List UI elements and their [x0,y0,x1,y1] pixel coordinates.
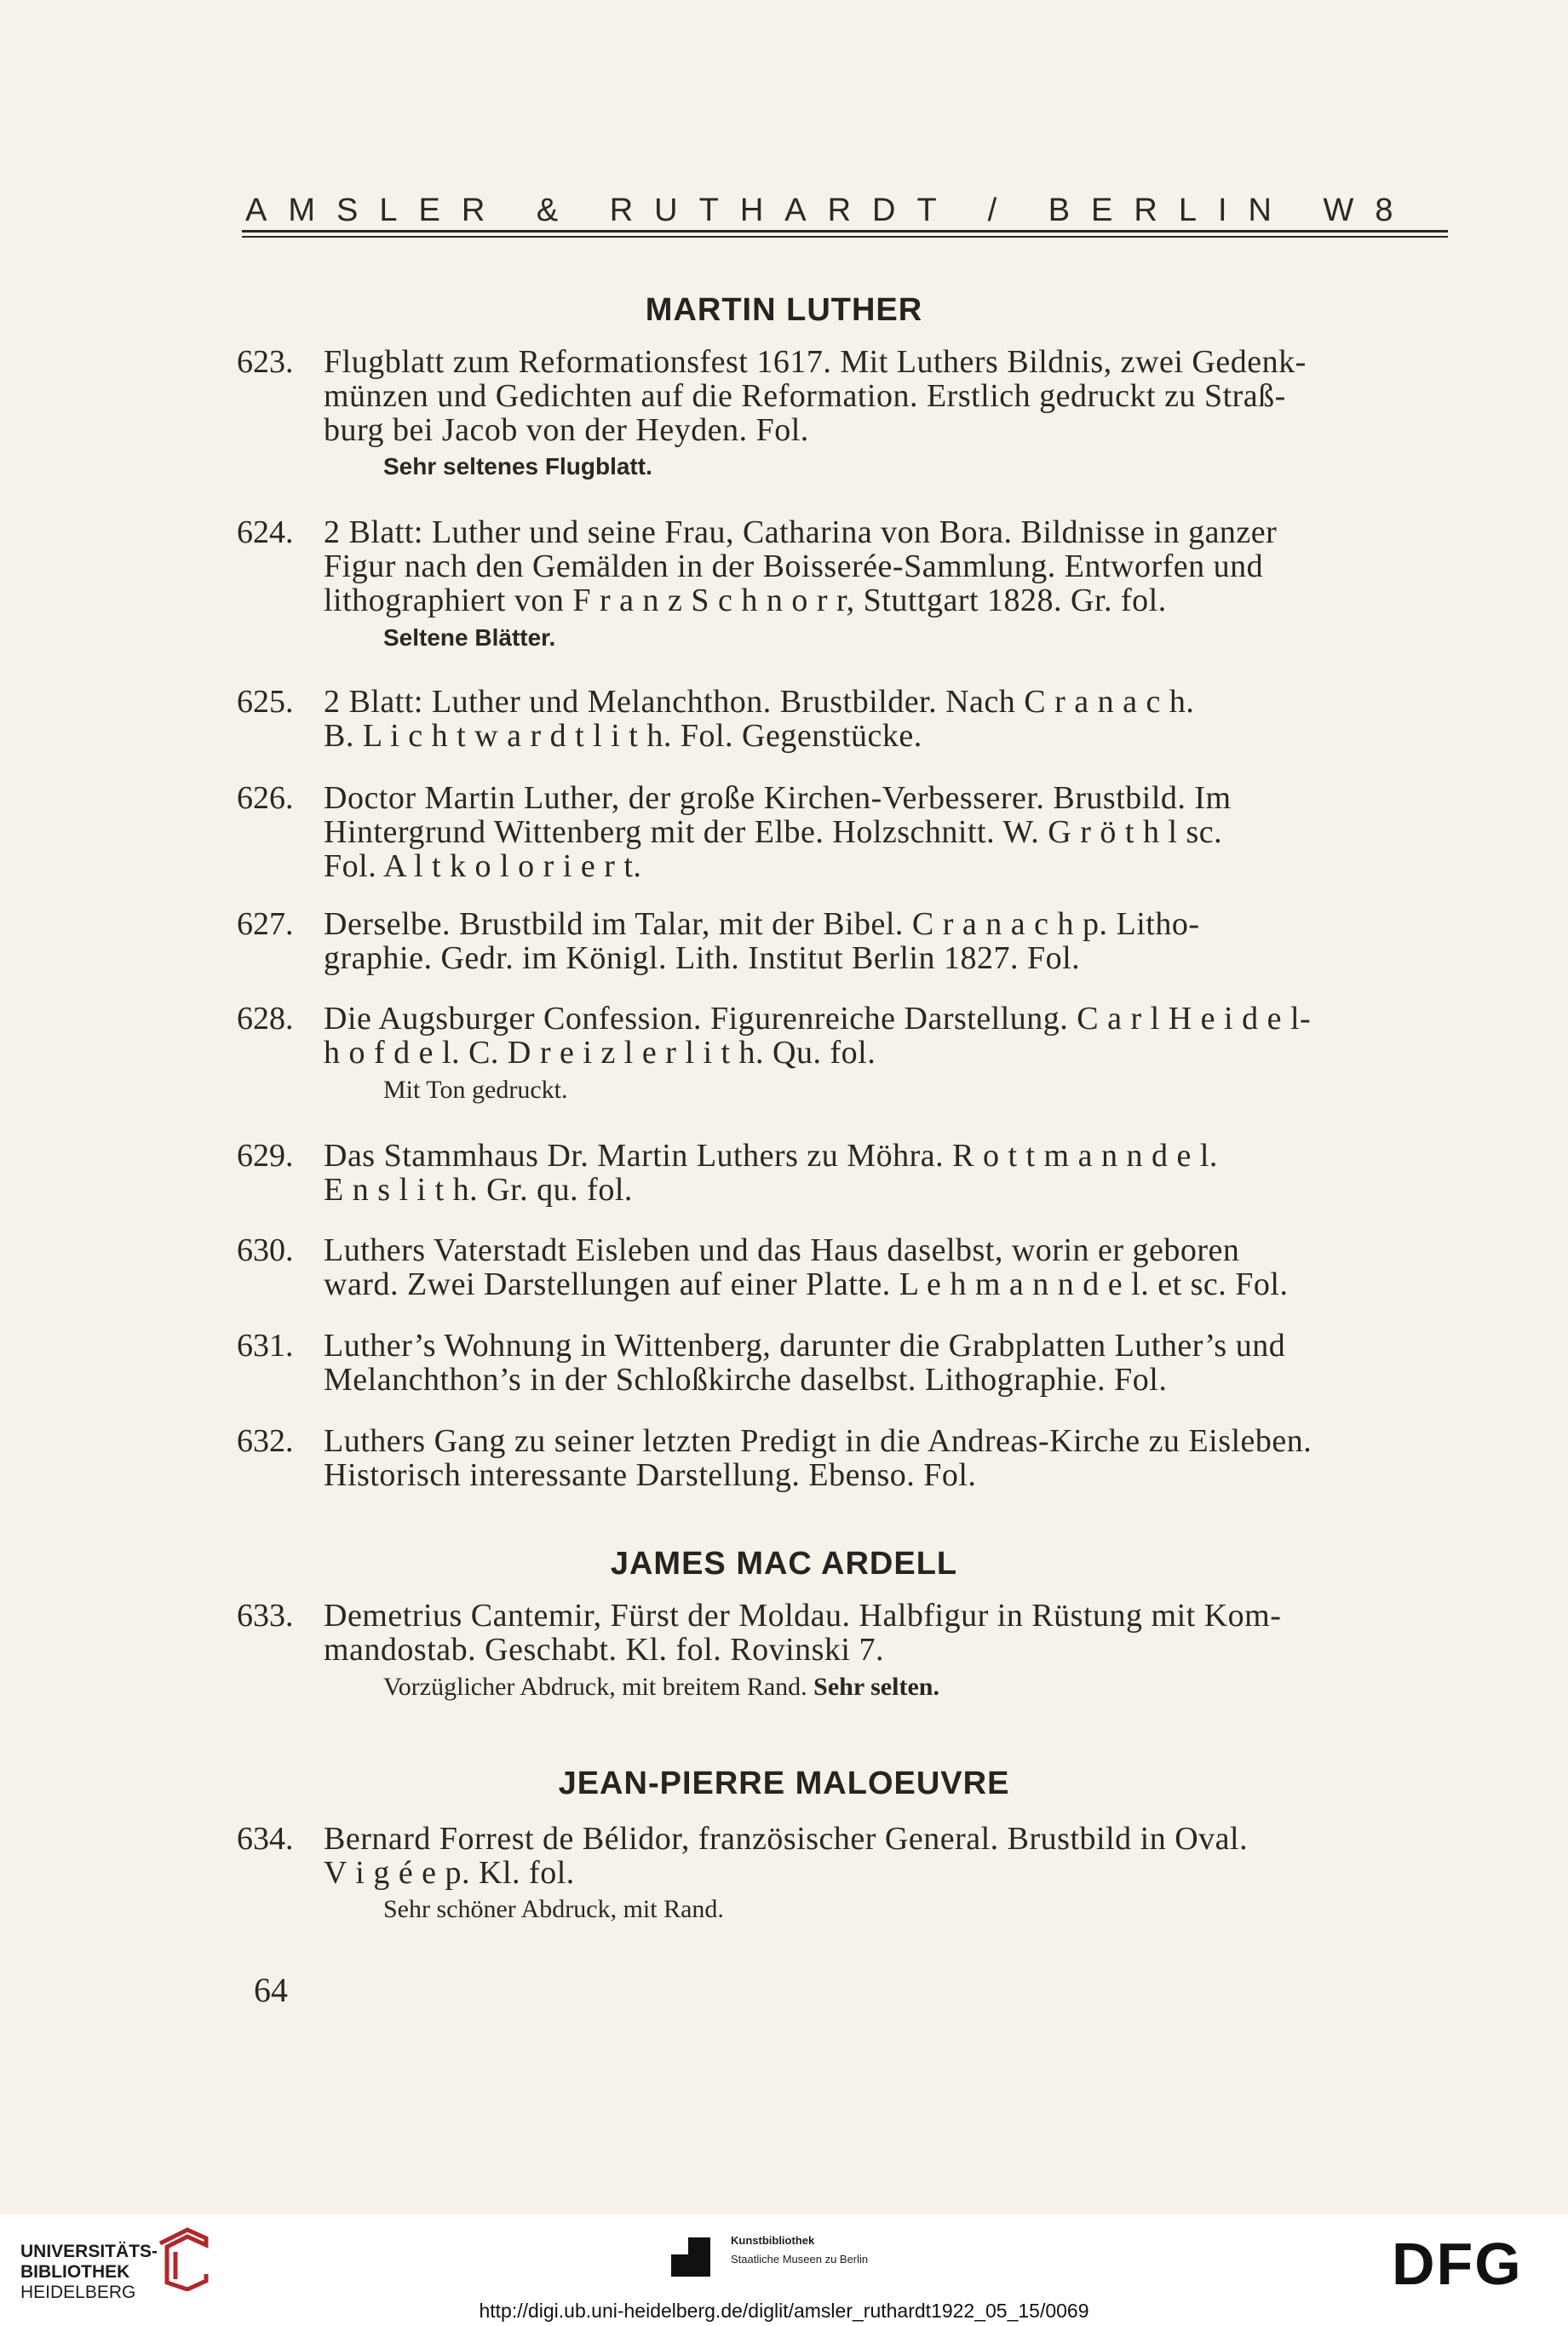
kunstbibliothek-logo-icon [671,2237,710,2277]
entry-note: Seltene Blätter. [383,624,556,651]
ub-line: BIBLIOTHEK [20,2262,130,2282]
entry-line: Bernard Forrest de Bélidor, französischer General. Brustbild in Oval. [324,1821,1249,1857]
entry-text [324,1233,1450,1301]
running-head: AMSLER & RUTHARDT / BERLIN W8 [245,192,1415,228]
permalink[interactable]: http://digi.ub.uni-heidelberg.de/diglit/amsler_ruthardt1922_05_15/0069 [479,2300,1089,2322]
entry-line: h o f d e l. C. D r e i z l e r l i t h. Qu. fol. [324,1035,876,1071]
entry-number: 626. [237,780,294,816]
ub-line: HEIDELBERG [20,2283,136,2302]
entry-text [324,1002,1450,1070]
entry-number: 629. [237,1138,294,1174]
entry-line: Luther’s Wohnung in Wittenberg, darunter die Grabplatten Luther’s und [324,1328,1286,1364]
entry-text [324,1424,1450,1492]
kb-line: Staatliche Museen zu Berlin [731,2253,869,2266]
entry-text [324,1822,1450,1890]
entry-line: Doctor Martin Luther, der große Kirchen-Verbesserer. Brustbild. Im [324,780,1232,816]
entry-text [324,1329,1450,1397]
entry-note-text: Vorzüglicher Abdruck, mit breitem Rand. [383,1673,807,1701]
entry-line: Hintergrund Wittenberg mit der Elbe. Holzschnitt. W. G r ö t h l sc. [324,814,1223,850]
entry-line: Demetrius Cantemir, Fürst der Moldau. Halbfigur in Rüstung mit Kom- [324,1598,1282,1634]
ub-heidelberg-label [20,2242,158,2303]
entry-line: mandostab. Geschabt. Kl. fol. Rovinski 7. [324,1632,884,1668]
entry-line: burg bei Jacob von der Heyden. Fol. [324,412,809,448]
entry-text [324,1599,1450,1667]
entry-line: ward. Zwei Darstellungen auf einer Platte. L e h m a n n d e l. et sc. Fol. [324,1266,1289,1302]
page-number: 64 [254,1971,288,2009]
entry-text [324,907,1450,975]
entry-line: Flugblatt zum Reformationsfest 1617. Mit Luthers Bildnis, zwei Gedenk- [324,344,1307,380]
entry-number: 633. [237,1598,294,1634]
kb-line: Kunstbibliothek [731,2234,815,2247]
section-title: JAMES MAC ARDELL [610,1546,958,1582]
header-rule [242,230,1448,233]
entry-line: Luthers Gang zu seiner letzten Predigt in die Andreas-Kirche zu Eisleben. [324,1423,1312,1459]
entry-line: lithographiert von F r a n z S c h n o r r, Stuttgart 1828. Gr. fol. [324,583,1167,618]
entry-line: 2 Blatt: Luther und Melanchthon. Brustbilder. Nach C r a n a c h. [324,684,1195,720]
entry-line: B. L i c h t w a r d t l i t h. Fol. Gegenstücke. [324,718,922,754]
ub-heidelberg-logo-icon [153,2226,213,2291]
entry-note: Sehr seltenes Flugblatt. [383,453,652,480]
entry-line: münzen und Gedichten auf die Reformation. Erstlich gedruckt zu Straß- [324,378,1286,414]
entry-note-emphasis: Sehr selten. [813,1673,939,1701]
entry-text [324,1139,1450,1207]
entry-text [324,781,1450,883]
entry-number: 625. [237,684,294,720]
entry-line: Das Stammhaus Dr. Martin Luthers zu Möhra. R o t t m a n n d e l. [324,1138,1218,1174]
header-rule [242,236,1448,238]
kunstbibliothek-label [731,2231,868,2269]
entry-line: Die Augsburger Confession. Figurenreiche Darstellung. C a r l H e i d e l- [324,1001,1312,1037]
entry-line: Derselbe. Brustbild im Talar, mit der Bibel. C r a n a c h p. Litho- [324,906,1200,942]
entry-number: 623. [237,344,294,380]
entry-text [324,515,1450,617]
entry-number: 631. [237,1328,294,1364]
ub-line: UNIVERSITÄTS- [20,2242,158,2261]
entry-number: 627. [237,906,294,942]
entry-number: 624. [237,514,294,550]
entry-line: 2 Blatt: Luther und seine Frau, Catharina von Bora. Bildnisse in ganzer [324,514,1278,550]
entry-line: Historisch interessante Darstellung. Ebenso. Fol. [324,1457,977,1493]
entry-note: Mit Ton gedruckt. [383,1076,568,1104]
entry-note: Sehr schöner Abdruck, mit Rand. [383,1895,724,1923]
entry-number: 632. [237,1423,294,1459]
entry-line: E n s l i t h. Gr. qu. fol. [324,1172,633,1208]
entry-line: Luthers Vaterstadt Eisleben und das Haus daselbst, worin er geboren [324,1232,1240,1268]
entry-line: graphie. Gedr. im Königl. Lith. Institut Berlin 1827. Fol. [324,940,1081,976]
entry-text [324,685,1450,753]
entry-number: 628. [237,1001,294,1037]
section-title: JEAN-PIERRE MALOEUVRE [558,1766,1010,1801]
entry-text [324,345,1450,447]
entry-line: Melanchthon’s in der Schloßkirche daselbst. Lithographie. Fol. [324,1362,1168,1398]
entry-number: 630. [237,1232,294,1268]
entry-number: 634. [237,1821,294,1857]
entry-line: Fol. A l t k o l o r i e r t. [324,848,642,884]
entry-line: V i g é e p. Kl. fol. [324,1855,575,1891]
section-title: MARTIN LUTHER [645,292,923,328]
entry-note [383,1673,939,1702]
dfg-logo: DFG [1392,2231,1523,2297]
entry-line: Figur nach den Gemälden in der Boisserée-Sammlung. Entworfen und [324,548,1264,584]
